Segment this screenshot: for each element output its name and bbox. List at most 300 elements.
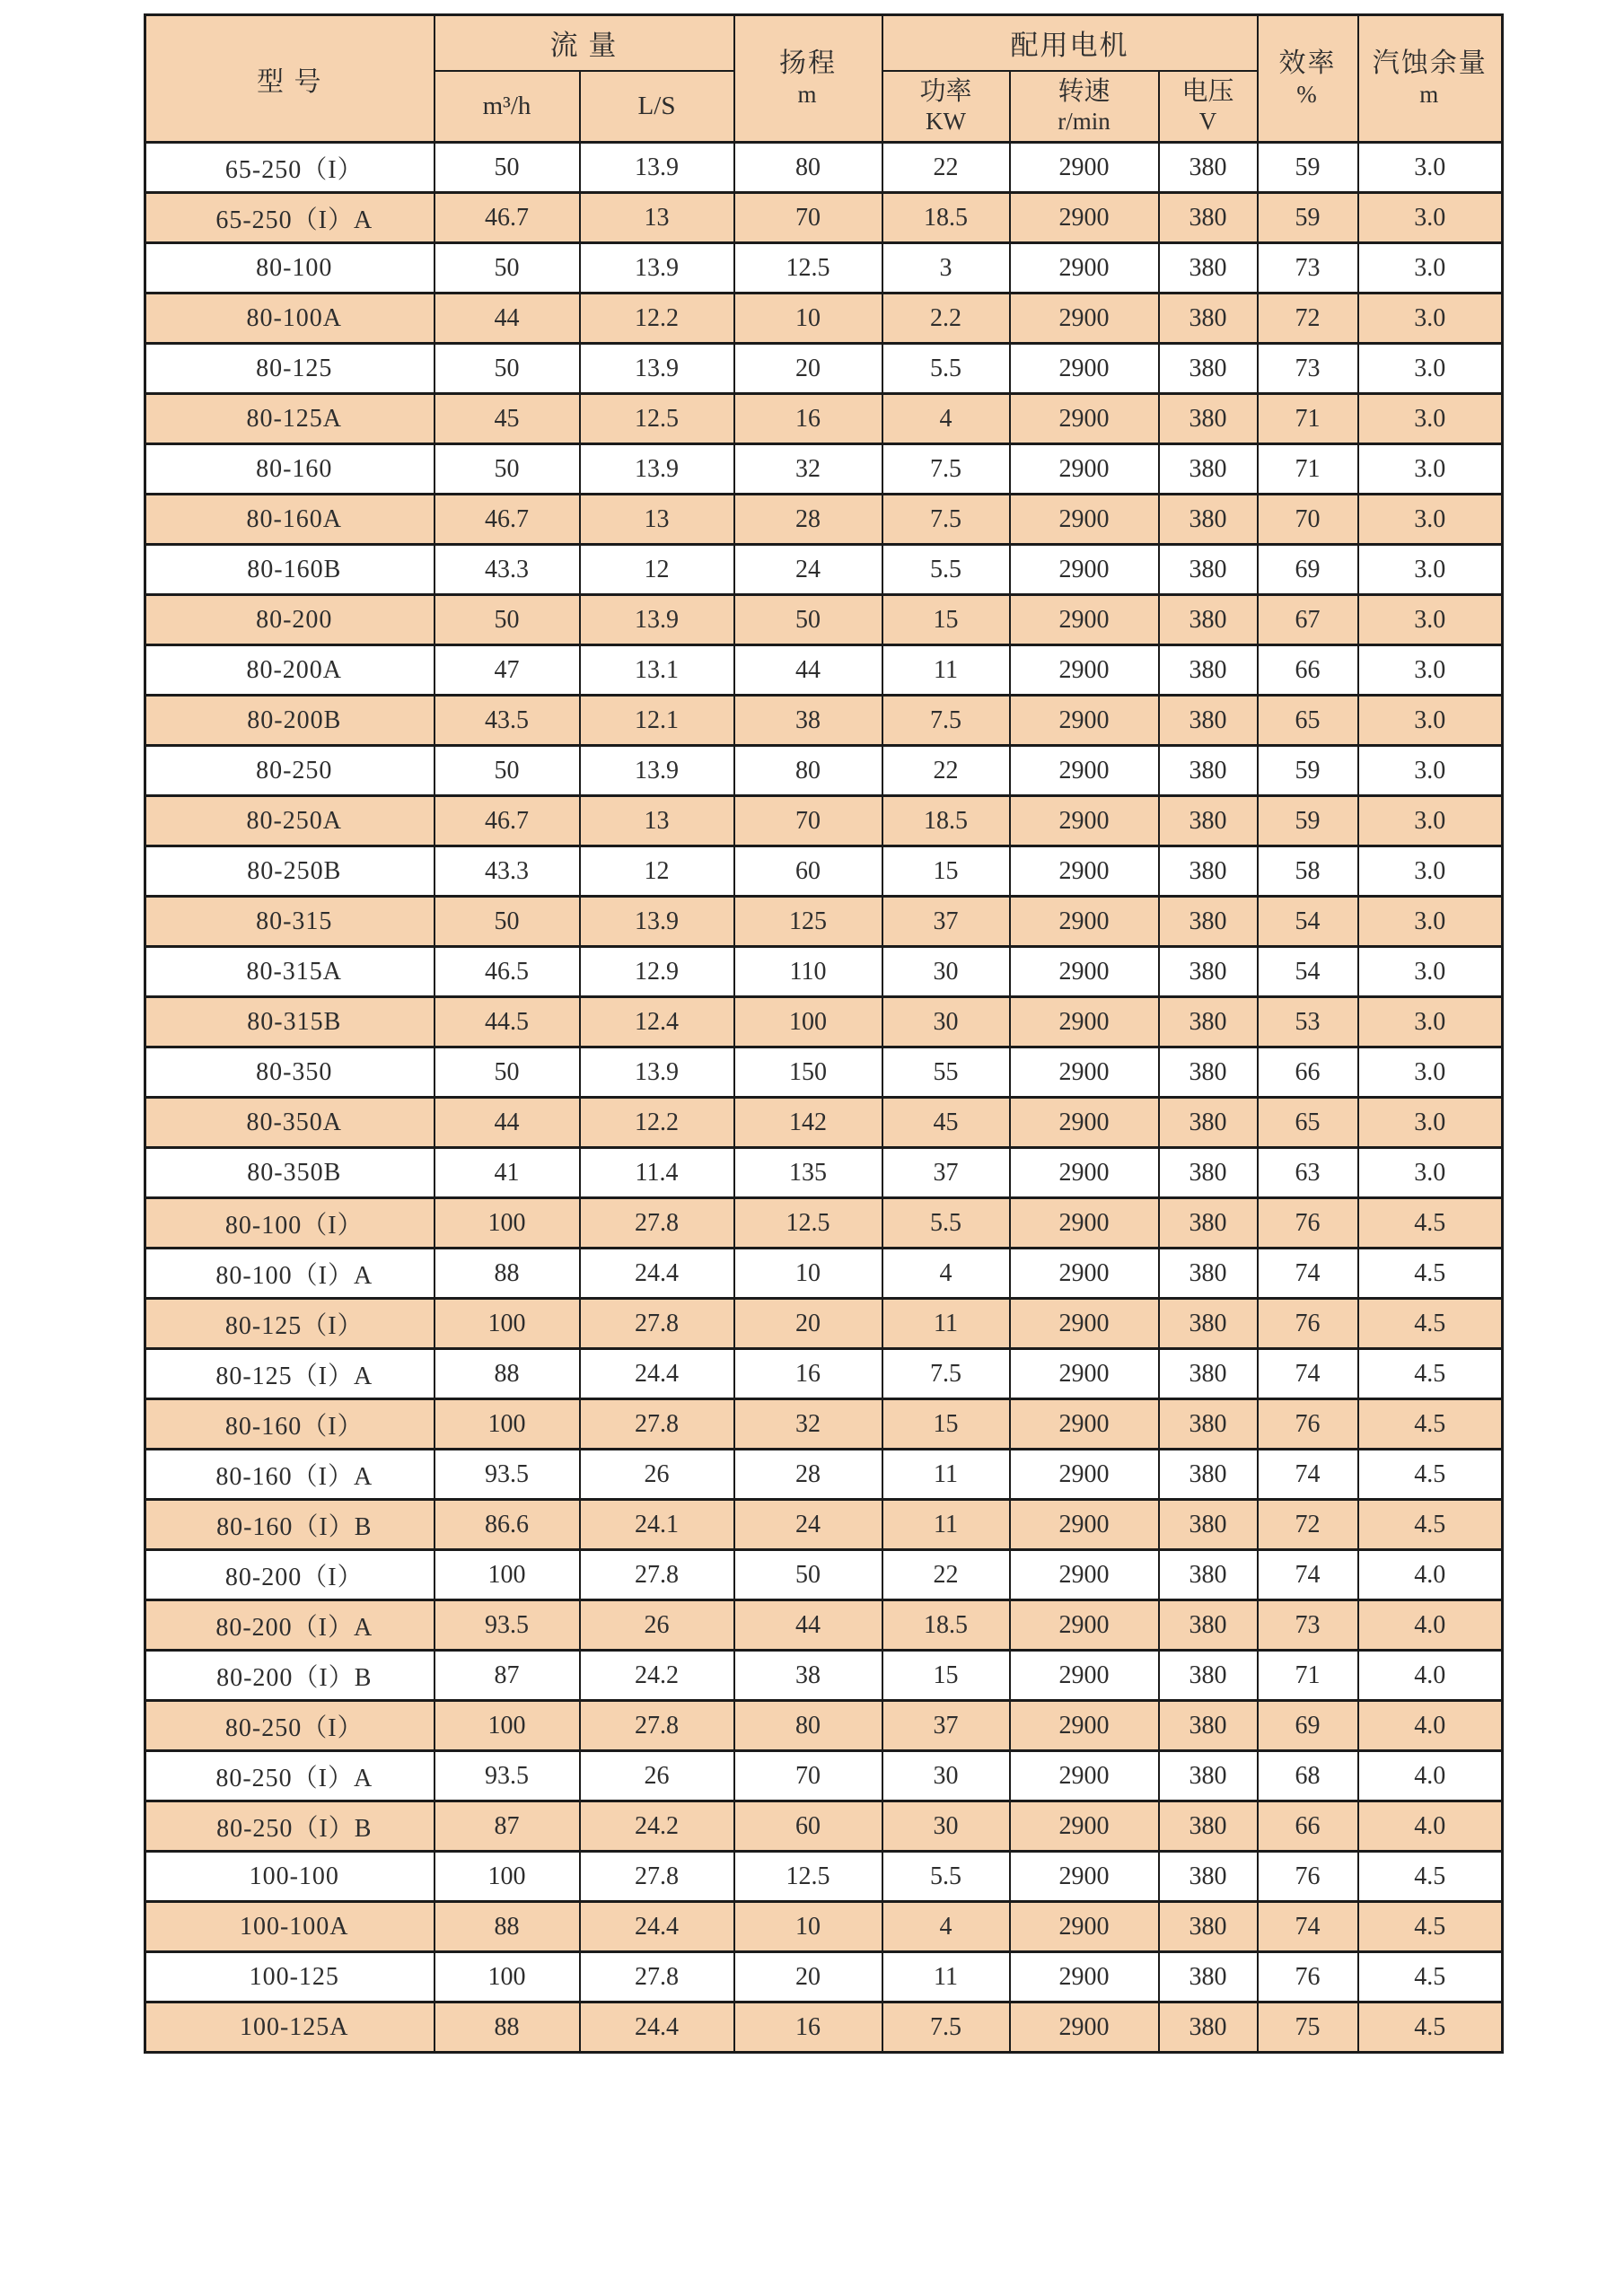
value-cell: 2900 <box>1010 2002 1159 2053</box>
table-row <box>145 1098 1503 1148</box>
table-row <box>145 545 1503 595</box>
value-cell: 65 <box>1258 696 1358 746</box>
value-cell: 70 <box>734 1751 882 1801</box>
pump-spec-table <box>144 13 1504 2054</box>
table-row <box>145 1148 1503 1198</box>
value-cell: 11 <box>882 1299 1010 1349</box>
value-cell: 380 <box>1159 1902 1258 1952</box>
value-cell: 380 <box>1159 997 1258 1047</box>
value-cell: 380 <box>1159 1148 1258 1198</box>
value-cell: 2900 <box>1010 947 1159 997</box>
header-power <box>882 71 1010 143</box>
model-cell: 80-315B <box>145 997 435 1047</box>
header-npsh-label: 汽蚀余量 <box>1372 48 1488 79</box>
value-cell: 27.8 <box>580 1399 734 1450</box>
table-row <box>145 645 1503 696</box>
value-cell: 71 <box>1258 444 1358 495</box>
value-cell: 5.5 <box>882 545 1010 595</box>
header-head <box>734 15 882 143</box>
value-cell: 3.0 <box>1358 746 1503 796</box>
value-cell: 50 <box>435 243 580 294</box>
value-cell: 74 <box>1258 1902 1358 1952</box>
value-cell: 60 <box>734 846 882 897</box>
table-row <box>145 696 1503 746</box>
value-cell: 380 <box>1159 2002 1258 2053</box>
value-cell: 73 <box>1258 243 1358 294</box>
value-cell: 27.8 <box>580 1852 734 1902</box>
table-row <box>145 1600 1503 1651</box>
model-cell: 80-250（I）B <box>145 1801 435 1852</box>
value-cell: 26 <box>580 1751 734 1801</box>
model-cell: 80-125A <box>145 394 435 444</box>
value-cell: 10 <box>734 1249 882 1299</box>
value-cell: 18.5 <box>882 796 1010 846</box>
header-npsh <box>1358 15 1503 143</box>
value-cell: 2900 <box>1010 1651 1159 1701</box>
value-cell: 70 <box>1258 495 1358 545</box>
value-cell: 32 <box>734 444 882 495</box>
model-cell: 80-200A <box>145 645 435 696</box>
value-cell: 380 <box>1159 595 1258 645</box>
value-cell: 16 <box>734 1349 882 1399</box>
value-cell: 74 <box>1258 1349 1358 1399</box>
value-cell: 380 <box>1159 1600 1258 1651</box>
table-row <box>145 1349 1503 1399</box>
value-cell: 60 <box>734 1801 882 1852</box>
value-cell: 11 <box>882 1952 1010 2002</box>
table-row <box>145 1047 1503 1098</box>
value-cell: 2900 <box>1010 143 1159 193</box>
model-cell: 80-250（I）A <box>145 1751 435 1801</box>
value-cell: 380 <box>1159 545 1258 595</box>
value-cell: 2900 <box>1010 645 1159 696</box>
value-cell: 4 <box>882 394 1010 444</box>
model-cell: 80-315A <box>145 947 435 997</box>
value-cell: 380 <box>1159 696 1258 746</box>
model-cell: 80-350B <box>145 1148 435 1198</box>
value-cell: 71 <box>1258 394 1358 444</box>
value-cell: 55 <box>882 1047 1010 1098</box>
model-cell: 80-160（I） <box>145 1399 435 1450</box>
value-cell: 43.5 <box>435 696 580 746</box>
value-cell: 44.5 <box>435 997 580 1047</box>
value-cell: 26 <box>580 1600 734 1651</box>
value-cell: 2900 <box>1010 1550 1159 1600</box>
value-cell: 32 <box>734 1399 882 1450</box>
value-cell: 41 <box>435 1148 580 1198</box>
model-cell: 80-160（I）A <box>145 1450 435 1500</box>
value-cell: 3.0 <box>1358 1047 1503 1098</box>
value-cell: 4 <box>882 1902 1010 1952</box>
model-cell: 80-315 <box>145 897 435 947</box>
value-cell: 380 <box>1159 143 1258 193</box>
model-cell: 80-125（I） <box>145 1299 435 1349</box>
value-cell: 3.0 <box>1358 243 1503 294</box>
value-cell: 2900 <box>1010 243 1159 294</box>
value-cell: 73 <box>1258 344 1358 394</box>
value-cell: 3.0 <box>1358 545 1503 595</box>
header-power-label: 功率 <box>919 76 972 106</box>
value-cell: 24.4 <box>580 1349 734 1399</box>
value-cell: 73 <box>1258 1600 1358 1651</box>
value-cell: 27.8 <box>580 1550 734 1600</box>
table-row <box>145 897 1503 947</box>
header-voltage-label: 电压 <box>1181 76 1234 106</box>
value-cell: 3 <box>882 243 1010 294</box>
model-cell: 80-160 <box>145 444 435 495</box>
value-cell: 69 <box>1258 1701 1358 1751</box>
value-cell: 70 <box>734 193 882 243</box>
value-cell: 26 <box>580 1450 734 1500</box>
value-cell: 2900 <box>1010 595 1159 645</box>
value-cell: 380 <box>1159 1098 1258 1148</box>
value-cell: 50 <box>734 595 882 645</box>
value-cell: 380 <box>1159 846 1258 897</box>
value-cell: 380 <box>1159 495 1258 545</box>
value-cell: 47 <box>435 645 580 696</box>
value-cell: 37 <box>882 897 1010 947</box>
value-cell: 66 <box>1258 645 1358 696</box>
value-cell: 2900 <box>1010 1148 1159 1198</box>
value-cell: 2900 <box>1010 696 1159 746</box>
value-cell: 74 <box>1258 1450 1358 1500</box>
value-cell: 380 <box>1159 444 1258 495</box>
value-cell: 2900 <box>1010 997 1159 1047</box>
value-cell: 2900 <box>1010 897 1159 947</box>
value-cell: 380 <box>1159 394 1258 444</box>
value-cell: 2900 <box>1010 1952 1159 2002</box>
value-cell: 3.0 <box>1358 394 1503 444</box>
value-cell: 88 <box>435 1249 580 1299</box>
model-cell: 80-200B <box>145 696 435 746</box>
table-row <box>145 1550 1503 1600</box>
value-cell: 66 <box>1258 1801 1358 1852</box>
value-cell: 13 <box>580 193 734 243</box>
value-cell: 4.5 <box>1358 1902 1503 1952</box>
value-cell: 68 <box>1258 1751 1358 1801</box>
value-cell: 3.0 <box>1358 495 1503 545</box>
value-cell: 44 <box>435 294 580 344</box>
model-cell: 65-250（I）A <box>145 193 435 243</box>
value-cell: 74 <box>1258 1550 1358 1600</box>
value-cell: 3.0 <box>1358 796 1503 846</box>
value-cell: 58 <box>1258 846 1358 897</box>
value-cell: 88 <box>435 2002 580 2053</box>
value-cell: 15 <box>882 846 1010 897</box>
table-row <box>145 1299 1503 1349</box>
value-cell: 46.7 <box>435 193 580 243</box>
value-cell: 380 <box>1159 947 1258 997</box>
value-cell: 12.5 <box>734 1852 882 1902</box>
value-cell: 380 <box>1159 1198 1258 1249</box>
value-cell: 66 <box>1258 1047 1358 1098</box>
value-cell: 2900 <box>1010 1349 1159 1399</box>
value-cell: 100 <box>435 1952 580 2002</box>
value-cell: 5.5 <box>882 1198 1010 1249</box>
value-cell: 4.0 <box>1358 1550 1503 1600</box>
value-cell: 80 <box>734 143 882 193</box>
table-row <box>145 444 1503 495</box>
value-cell: 37 <box>882 1148 1010 1198</box>
header-speed <box>1010 71 1159 143</box>
value-cell: 4.5 <box>1358 1249 1503 1299</box>
value-cell: 43.3 <box>435 846 580 897</box>
value-cell: 30 <box>882 997 1010 1047</box>
value-cell: 380 <box>1159 1047 1258 1098</box>
value-cell: 18.5 <box>882 1600 1010 1651</box>
value-cell: 67 <box>1258 595 1358 645</box>
value-cell: 100 <box>435 1852 580 1902</box>
table-row <box>145 495 1503 545</box>
header-voltage-unit: V <box>1198 108 1217 136</box>
model-cell: 100-100A <box>145 1902 435 1952</box>
value-cell: 30 <box>882 1801 1010 1852</box>
header-efficiency <box>1258 15 1358 143</box>
value-cell: 16 <box>734 394 882 444</box>
value-cell: 4.0 <box>1358 1801 1503 1852</box>
table-row <box>145 1198 1503 1249</box>
value-cell: 46.7 <box>435 796 580 846</box>
value-cell: 24 <box>734 1500 882 1550</box>
value-cell: 50 <box>435 444 580 495</box>
value-cell: 11 <box>882 1450 1010 1500</box>
value-cell: 7.5 <box>882 2002 1010 2053</box>
value-cell: 30 <box>882 947 1010 997</box>
value-cell: 4.5 <box>1358 1299 1503 1349</box>
model-cell: 80-125（I）A <box>145 1349 435 1399</box>
table-row <box>145 796 1503 846</box>
value-cell: 380 <box>1159 1801 1258 1852</box>
value-cell: 2900 <box>1010 746 1159 796</box>
value-cell: 100 <box>435 1198 580 1249</box>
header-speed-unit: r/min <box>1058 108 1110 136</box>
value-cell: 70 <box>734 796 882 846</box>
value-cell: 380 <box>1159 1349 1258 1399</box>
value-cell: 46.5 <box>435 947 580 997</box>
value-cell: 13.9 <box>580 897 734 947</box>
table-row <box>145 1450 1503 1500</box>
value-cell: 15 <box>882 1651 1010 1701</box>
table-row <box>145 1701 1503 1751</box>
header-voltage <box>1159 71 1258 143</box>
value-cell: 380 <box>1159 344 1258 394</box>
value-cell: 12.1 <box>580 696 734 746</box>
value-cell: 53 <box>1258 997 1358 1047</box>
value-cell: 2900 <box>1010 846 1159 897</box>
value-cell: 4.5 <box>1358 1500 1503 1550</box>
value-cell: 13.9 <box>580 746 734 796</box>
header-flow-group: 流 量 <box>435 15 734 71</box>
value-cell: 86.6 <box>435 1500 580 1550</box>
value-cell: 93.5 <box>435 1600 580 1651</box>
value-cell: 4.5 <box>1358 1349 1503 1399</box>
value-cell: 2900 <box>1010 444 1159 495</box>
value-cell: 76 <box>1258 1198 1358 1249</box>
value-cell: 2900 <box>1010 1600 1159 1651</box>
value-cell: 3.0 <box>1358 193 1503 243</box>
model-cell: 80-160（I）B <box>145 1500 435 1550</box>
header-power-unit: KW <box>926 108 966 136</box>
table-row <box>145 1399 1503 1450</box>
value-cell: 24.2 <box>580 1651 734 1701</box>
value-cell: 59 <box>1258 143 1358 193</box>
value-cell: 54 <box>1258 947 1358 997</box>
value-cell: 2900 <box>1010 495 1159 545</box>
table-row <box>145 193 1503 243</box>
value-cell: 2900 <box>1010 1198 1159 1249</box>
value-cell: 76 <box>1258 1952 1358 2002</box>
value-cell: 3.0 <box>1358 1148 1503 1198</box>
value-cell: 46.7 <box>435 495 580 545</box>
table-row <box>145 746 1503 796</box>
value-cell: 72 <box>1258 1500 1358 1550</box>
value-cell: 2900 <box>1010 1902 1159 1952</box>
value-cell: 2900 <box>1010 1701 1159 1751</box>
value-cell: 380 <box>1159 243 1258 294</box>
table-row <box>145 1852 1503 1902</box>
value-cell: 3.0 <box>1358 595 1503 645</box>
value-cell: 12.2 <box>580 1098 734 1148</box>
value-cell: 24.4 <box>580 1902 734 1952</box>
value-cell: 63 <box>1258 1148 1358 1198</box>
value-cell: 93.5 <box>435 1751 580 1801</box>
value-cell: 13.9 <box>580 595 734 645</box>
value-cell: 44 <box>734 645 882 696</box>
value-cell: 12.5 <box>734 243 882 294</box>
value-cell: 71 <box>1258 1651 1358 1701</box>
table-row <box>145 595 1503 645</box>
value-cell: 380 <box>1159 1651 1258 1701</box>
table-row <box>145 1651 1503 1701</box>
value-cell: 20 <box>734 1299 882 1349</box>
value-cell: 7.5 <box>882 1349 1010 1399</box>
value-cell: 2900 <box>1010 344 1159 394</box>
value-cell: 10 <box>734 1902 882 1952</box>
value-cell: 4.5 <box>1358 1399 1503 1450</box>
value-cell: 88 <box>435 1349 580 1399</box>
header-model: 型 号 <box>145 15 435 143</box>
value-cell: 88 <box>435 1902 580 1952</box>
model-cell: 80-250A <box>145 796 435 846</box>
value-cell: 13 <box>580 495 734 545</box>
value-cell: 18.5 <box>882 193 1010 243</box>
value-cell: 15 <box>882 1399 1010 1450</box>
value-cell: 7.5 <box>882 444 1010 495</box>
header-speed-label: 转速 <box>1058 76 1110 106</box>
model-cell: 65-250（I） <box>145 143 435 193</box>
table-row <box>145 1249 1503 1299</box>
value-cell: 3.0 <box>1358 1098 1503 1148</box>
value-cell: 24.1 <box>580 1500 734 1550</box>
value-cell: 75 <box>1258 2002 1358 2053</box>
value-cell: 7.5 <box>882 696 1010 746</box>
value-cell: 2900 <box>1010 394 1159 444</box>
value-cell: 24 <box>734 545 882 595</box>
model-cell: 80-160A <box>145 495 435 545</box>
header-flow-m3h: m³/h <box>435 71 580 143</box>
value-cell: 59 <box>1258 746 1358 796</box>
value-cell: 3.0 <box>1358 897 1503 947</box>
value-cell: 59 <box>1258 796 1358 846</box>
value-cell: 3.0 <box>1358 294 1503 344</box>
value-cell: 20 <box>734 344 882 394</box>
model-cell: 80-160B <box>145 545 435 595</box>
header-motor-group: 配用电机 <box>882 15 1258 71</box>
header-flow-ls: L/S <box>580 71 734 143</box>
value-cell: 2900 <box>1010 193 1159 243</box>
value-cell: 12 <box>580 846 734 897</box>
value-cell: 93.5 <box>435 1450 580 1500</box>
table-row <box>145 846 1503 897</box>
value-cell: 80 <box>734 1701 882 1751</box>
value-cell: 5.5 <box>882 344 1010 394</box>
value-cell: 380 <box>1159 1852 1258 1902</box>
value-cell: 27.8 <box>580 1952 734 2002</box>
value-cell: 12.9 <box>580 947 734 997</box>
header-efficiency-unit: % <box>1296 81 1319 109</box>
value-cell: 4.5 <box>1358 1852 1503 1902</box>
value-cell: 2900 <box>1010 294 1159 344</box>
value-cell: 24.4 <box>580 1249 734 1299</box>
value-cell: 12.5 <box>734 1198 882 1249</box>
value-cell: 380 <box>1159 796 1258 846</box>
value-cell: 150 <box>734 1047 882 1098</box>
model-cell: 80-125 <box>145 344 435 394</box>
model-cell: 80-250 <box>145 746 435 796</box>
value-cell: 380 <box>1159 1450 1258 1500</box>
value-cell: 4.0 <box>1358 1651 1503 1701</box>
value-cell: 3.0 <box>1358 645 1503 696</box>
value-cell: 380 <box>1159 1500 1258 1550</box>
value-cell: 2900 <box>1010 796 1159 846</box>
value-cell: 2900 <box>1010 1047 1159 1098</box>
value-cell: 38 <box>734 696 882 746</box>
header-efficiency-label: 效率 <box>1278 48 1337 79</box>
value-cell: 4.5 <box>1358 1952 1503 2002</box>
model-cell: 80-250B <box>145 846 435 897</box>
value-cell: 380 <box>1159 897 1258 947</box>
value-cell: 13.9 <box>580 243 734 294</box>
value-cell: 45 <box>435 394 580 444</box>
table-row <box>145 1500 1503 1550</box>
model-cell: 80-200（I） <box>145 1550 435 1600</box>
header-head-unit: m <box>797 81 819 109</box>
value-cell: 24.4 <box>580 2002 734 2053</box>
value-cell: 50 <box>734 1550 882 1600</box>
value-cell: 380 <box>1159 645 1258 696</box>
table-row <box>145 1952 1503 2002</box>
value-cell: 2900 <box>1010 1852 1159 1902</box>
model-cell: 80-250（I） <box>145 1701 435 1751</box>
value-cell: 50 <box>435 1047 580 1098</box>
value-cell: 80 <box>734 746 882 796</box>
value-cell: 2900 <box>1010 1801 1159 1852</box>
value-cell: 380 <box>1159 746 1258 796</box>
value-cell: 28 <box>734 1450 882 1500</box>
value-cell: 43.3 <box>435 545 580 595</box>
table-row <box>145 1751 1503 1801</box>
value-cell: 2900 <box>1010 545 1159 595</box>
value-cell: 100 <box>435 1299 580 1349</box>
value-cell: 50 <box>435 897 580 947</box>
value-cell: 15 <box>882 595 1010 645</box>
value-cell: 2900 <box>1010 1500 1159 1550</box>
value-cell: 3.0 <box>1358 444 1503 495</box>
value-cell: 13.1 <box>580 645 734 696</box>
header-head-label: 扬程 <box>779 48 837 79</box>
value-cell: 24.2 <box>580 1801 734 1852</box>
value-cell: 44 <box>435 1098 580 1148</box>
